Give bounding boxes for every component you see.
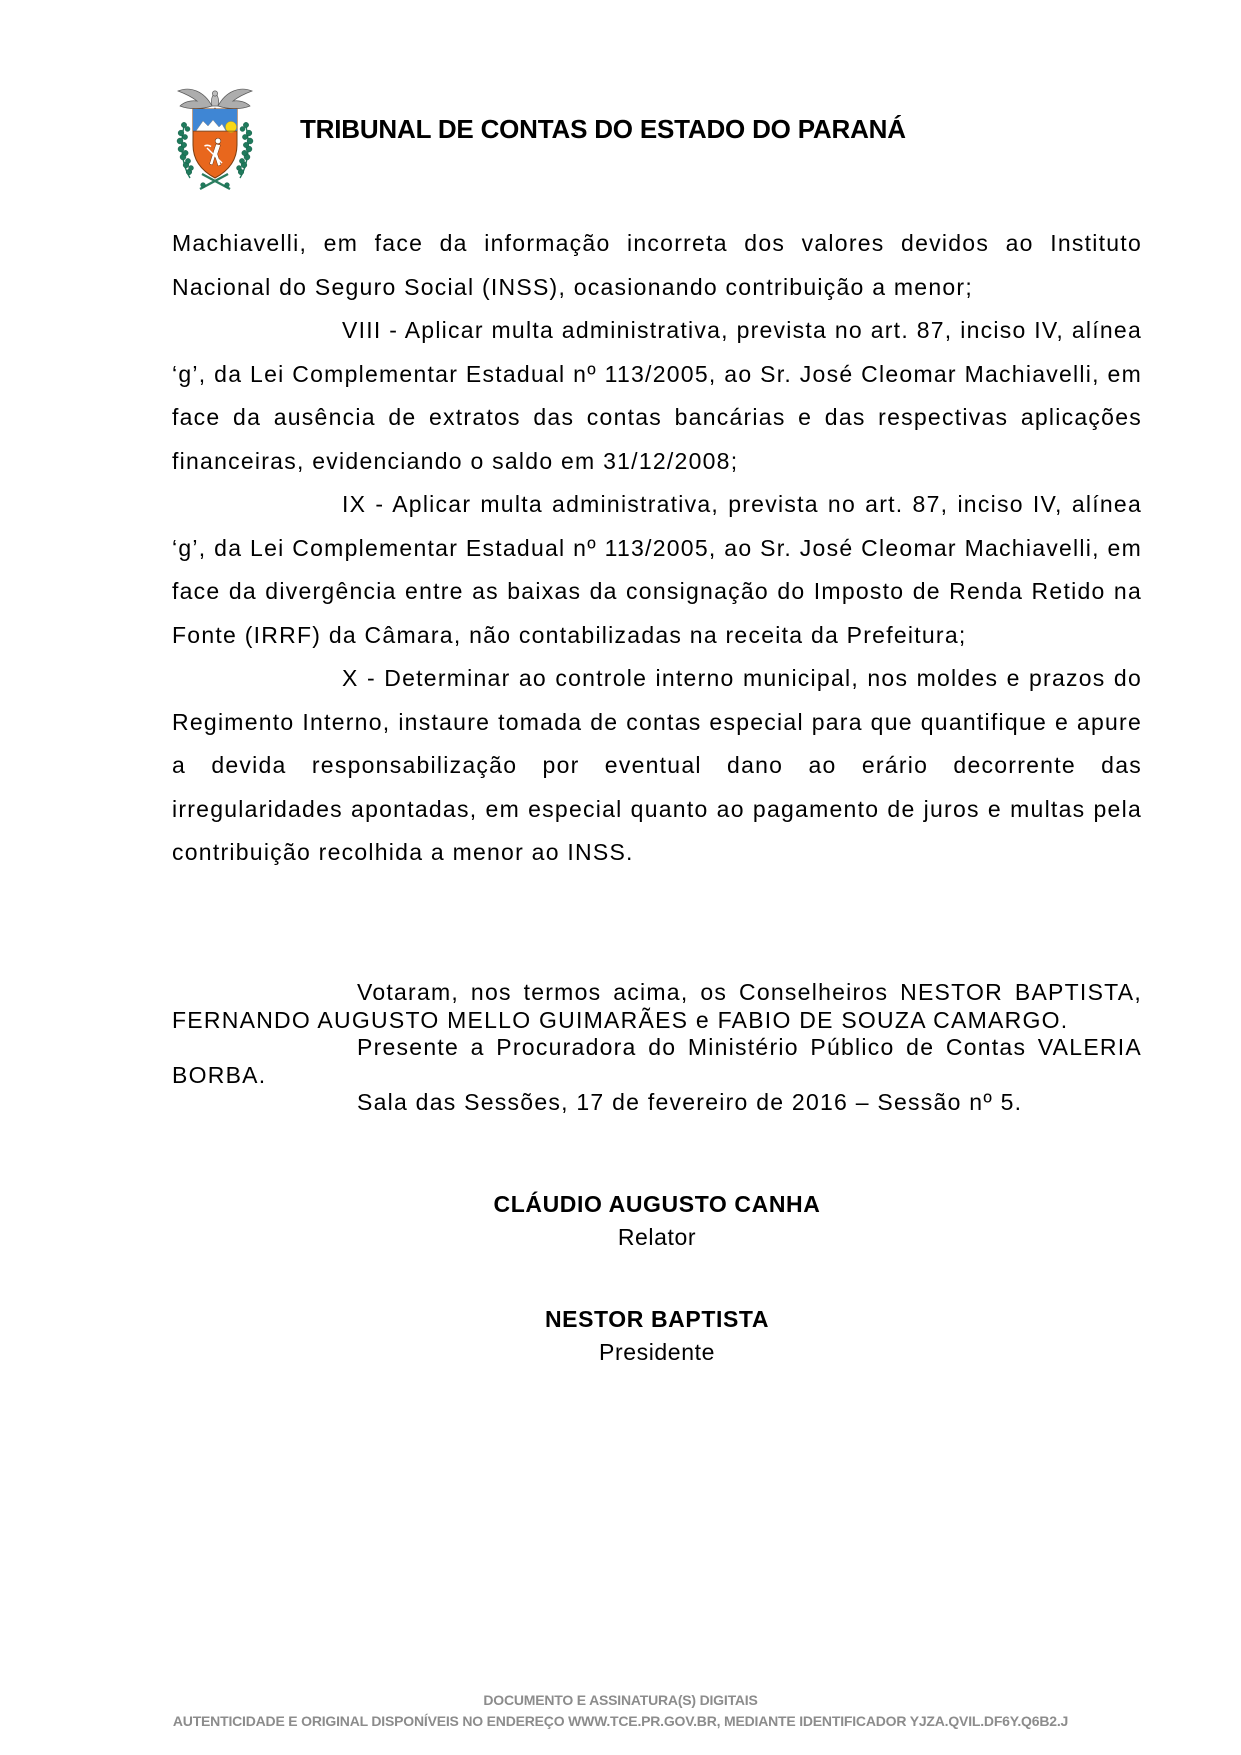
prosecutor-paragraph: Presente a Procuradora do Ministério Público de Contas VALERIA BORBA.	[172, 1034, 1142, 1088]
eagle-icon	[178, 89, 252, 111]
body-paragraph-item-x: X - Determinar ao controle interno municipal, nos moldes e prazos do Regimento Interno, instaure tomada de contas especial para que quantifique e apure a devida responsabilização por eventual dano ao erário decorrente das irregularidades apontadas, em especial quanto ao pagamento de juros e multas pela contribuição recolhida a menor ao INSS.	[172, 665, 1142, 865]
session-notes	[172, 979, 1142, 1117]
body-paragraph-item-ix: IX - Aplicar multa administrativa, prevista no art. 87, inciso IV, alínea ‘g’, da Lei Complementar Estadual nº 113/2005, ao Sr. José Cleomar Machiavelli, em face da divergência entre as baixas da consignação do Imposto de Renda Retido na Fonte (IRRF) da Câmara, não contabilizadas na receita da Prefeitura;	[172, 491, 1142, 648]
signature-name: NESTOR BAPTISTA	[544, 1306, 770, 1332]
signature-block-relator	[172, 1188, 1142, 1254]
institution-title: TRIBUNAL DE CONTAS DO ESTADO DO PARANÁ	[300, 114, 906, 144]
footer-line-2: AUTENTICIDADE E ORIGINAL DISPONÍVEIS NO ENDEREÇO WWW.TCE.PR.GOV.BR, MEDIANTE IDENTIFICADOR YJZA.QVIL.DF6Y.Q6B2.J	[172, 1713, 1069, 1729]
body-paragraph-continuation: Machiavelli, em face da informação incorreta dos valores devidos ao Instituto Nacional do Seguro Social (INSS), ocasionando contribuição a menor;	[172, 230, 1142, 300]
parana-coat-of-arms-icon	[170, 84, 260, 196]
signature-name: CLÁUDIO AUGUSTO CANHA	[493, 1191, 821, 1217]
votes-paragraph: Votaram, nos termos acima, os Conselheiros NESTOR BAPTISTA, FERNANDO AUGUSTO MELLO GUIMARÃES e FABIO DE SOUZA CAMARGO.	[172, 979, 1142, 1033]
shield-icon	[193, 109, 237, 178]
signature-block-presidente	[172, 1303, 1142, 1369]
digital-signature-footer	[0, 1690, 1241, 1732]
session-date-paragraph: Sala das Sessões, 17 de fevereiro de 2016 – Sessão nº 5.	[357, 1089, 1023, 1115]
body-paragraph-item-viii: VIII - Aplicar multa administrativa, prevista no art. 87, inciso IV, alínea ‘g’, da Lei Complementar Estadual nº 113/2005, ao Sr. José Cleomar Machiavelli, em face da ausência de extratos das contas bancárias e das respectivas aplicações financeiras, evidenciando o saldo em 31/12/2008;	[172, 317, 1142, 474]
document-body	[172, 222, 1142, 875]
signature-role: Presidente	[599, 1339, 715, 1365]
footer-line-1: DOCUMENTO E ASSINATURA(S) DIGITAIS	[483, 1692, 758, 1708]
signature-role: Relator	[617, 1224, 697, 1250]
